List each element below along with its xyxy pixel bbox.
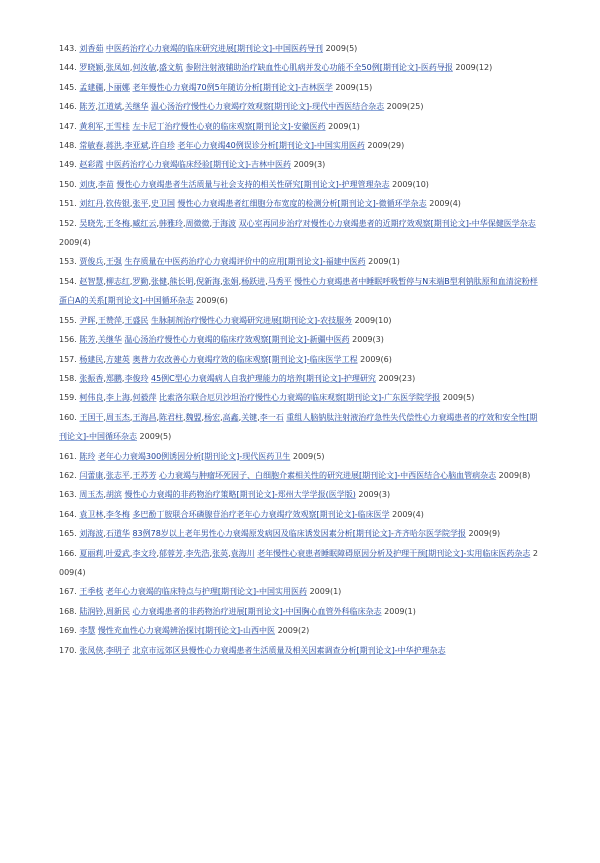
- reference-text: ,: [183, 412, 186, 422]
- reference-link[interactable]: 温心汤治疗慢性心力衰竭疗效观察[期刊论文]-现代中西医结合杂志: [151, 102, 385, 112]
- reference-link[interactable]: 韩雅玲: [159, 218, 183, 228]
- reference-text: ,: [103, 63, 106, 73]
- reference-entry: [59, 252, 539, 271]
- reference-number: 150.: [59, 179, 80, 189]
- reference-link[interactable]: 老年心力衰竭的临床特点与护理[期刊论文]-中国实用医药: [105, 587, 308, 597]
- reference-link[interactable]: 奥普力农改善心力衰竭疗效的临床观察[期刊论文]-临床医学工程: [132, 354, 358, 364]
- reference-number: 149.: [59, 160, 80, 170]
- reference-text: ,: [103, 548, 106, 558]
- reference-text: 2009(10): [389, 179, 429, 189]
- reference-link[interactable]: 魏盟: [185, 412, 202, 422]
- reference-link[interactable]: 史卫国: [151, 199, 175, 209]
- reference-text: ,: [103, 412, 106, 422]
- reference-link[interactable]: 许自珍: [151, 141, 175, 151]
- reference-link[interactable]: 张振香: [79, 373, 104, 383]
- reference-text: 2009(2): [275, 626, 310, 636]
- reference-text: ,: [156, 63, 159, 73]
- reference-text: ,: [148, 199, 151, 209]
- reference-text: ,: [183, 548, 186, 558]
- reference-entry: [59, 97, 539, 116]
- reference-link[interactable]: 赵智慧: [79, 276, 104, 286]
- reference-link[interactable]: 张凤侠: [79, 645, 104, 655]
- reference-link[interactable]: 王苏芳: [132, 470, 157, 480]
- reference-text: ,: [183, 218, 186, 228]
- reference-text: ,: [103, 606, 106, 616]
- reference-link[interactable]: 闫蕾康: [79, 470, 104, 480]
- reference-text: 2009(5): [290, 451, 325, 461]
- reference-number: 155.: [59, 315, 80, 325]
- reference-entry: [59, 350, 539, 369]
- reference-link[interactable]: 比索洛尔联合厄贝沙坦治疗慢性心力衰竭的临床观察[期刊论文]-广东医学院学报: [159, 393, 441, 403]
- reference-text: ,: [103, 490, 106, 500]
- reference-text: ,: [265, 276, 268, 286]
- reference-text: ,: [103, 199, 106, 209]
- reference-text: ,: [129, 393, 133, 403]
- reference-link[interactable]: 慢性心力衰竭的非药物治疗策略[期刊论文]-郑州大学学报(医学版): [124, 490, 356, 500]
- reference-number: 168.: [59, 606, 80, 616]
- reference-link[interactable]: 慢性充血性心力衰竭辨治探讨[期刊论文]-山西中医: [97, 626, 276, 636]
- reference-link[interactable]: 杨建民: [79, 354, 104, 364]
- reference-entry: [59, 505, 539, 524]
- reference-link[interactable]: 李俊玲: [124, 373, 149, 383]
- reference-link[interactable]: 李亚斌: [124, 141, 149, 151]
- reference-entry: [59, 117, 539, 136]
- reference-text: ,: [103, 141, 106, 151]
- reference-text: 2009(9): [465, 529, 501, 539]
- reference-text: 2009(1): [325, 121, 360, 131]
- reference-link[interactable]: 黄利军: [79, 121, 104, 131]
- reference-link[interactable]: 周微微: [185, 218, 210, 228]
- reference-text: ,: [238, 412, 242, 422]
- reference-link[interactable]: 王强: [105, 257, 122, 267]
- reference-link[interactable]: 赵彩霞: [79, 160, 104, 170]
- reference-link[interactable]: 方建英: [105, 354, 130, 364]
- reference-text: 2009(4): [426, 199, 461, 209]
- reference-link[interactable]: 老年心力衰竭300例诱因分析[期刊论文]-现代医药卫生: [97, 451, 291, 461]
- reference-link[interactable]: 关继华: [97, 335, 122, 345]
- reference-text: 2009(29): [364, 141, 405, 151]
- reference-number: 153.: [59, 257, 80, 267]
- reference-link[interactable]: 江道斌: [97, 102, 122, 112]
- reference-link[interactable]: 多巴酚丁胺联合环磷腺苷治疗老年心力衰竭疗效观察[期刊论文]-临床医学: [132, 509, 390, 519]
- reference-text: ,: [95, 315, 98, 325]
- reference-link[interactable]: 陈君柱: [159, 412, 183, 422]
- reference-link[interactable]: 老年慢性心力衰竭70例5年随访分析[期刊论文]-吉林医学: [132, 82, 333, 92]
- reference-link[interactable]: 张平: [132, 199, 149, 209]
- reference-text: ,: [257, 412, 260, 422]
- reference-entry: [59, 447, 539, 466]
- reference-entry: [59, 408, 539, 447]
- reference-text: ,: [129, 63, 133, 73]
- reference-link[interactable]: 李文玲: [132, 548, 157, 558]
- reference-text: ,: [103, 218, 106, 228]
- reference-text: ,: [129, 548, 133, 558]
- reference-text: 2009(12): [452, 63, 493, 73]
- reference-text: ,: [201, 412, 205, 422]
- reference-number: 144.: [59, 63, 80, 73]
- reference-link[interactable]: 周玉杰: [79, 490, 104, 500]
- reference-text: ,: [103, 121, 106, 131]
- reference-link[interactable]: 李明子: [105, 645, 130, 655]
- reference-link[interactable]: 吴晓先: [79, 218, 104, 228]
- reference-link[interactable]: 张健: [151, 276, 167, 286]
- reference-text: 2009(6): [357, 354, 392, 364]
- reference-text: ,: [103, 276, 106, 286]
- reference-number: 151.: [59, 199, 80, 209]
- reference-link[interactable]: 于海波: [212, 218, 237, 228]
- reference-text: ,: [209, 548, 213, 558]
- reference-number: 147.: [59, 121, 80, 131]
- reference-text: ,: [95, 179, 98, 189]
- reference-text: ,: [103, 354, 106, 364]
- reference-text: 2009(4): [59, 238, 91, 248]
- reference-text: ,: [121, 102, 125, 112]
- reference-link[interactable]: 慢性心力衰竭患者中睡眠呼吸暂停与N末端B型利钠肽原和血清淀粉样蛋白A的关系[期刊论文]-中国循环杂志: [59, 276, 538, 306]
- reference-entry: [59, 214, 539, 253]
- reference-text: ,: [129, 276, 133, 286]
- reference-link[interactable]: 王季枝: [79, 587, 104, 597]
- reference-link[interactable]: 刘香茹: [79, 44, 104, 53]
- reference-link[interactable]: 关继华: [124, 102, 149, 112]
- reference-number: 161.: [59, 451, 80, 461]
- reference-list: [59, 39, 539, 660]
- reference-link[interactable]: 慢性心力衰竭患者红细胞分布宽度的检测分析[期刊论文]-微循环学杂志: [177, 199, 427, 209]
- reference-text: ,: [129, 412, 133, 422]
- reference-entry: [59, 544, 539, 583]
- reference-number: 156.: [59, 335, 80, 345]
- reference-link[interactable]: 张娟: [222, 276, 239, 286]
- reference-link[interactable]: 夏丽莉: [79, 548, 104, 558]
- reference-number: 159.: [59, 393, 80, 403]
- reference-text: 2009(3): [349, 335, 384, 345]
- reference-entry: [59, 194, 539, 213]
- reference-number: 160.: [59, 412, 80, 422]
- reference-link[interactable]: 钦传银: [105, 199, 130, 209]
- reference-entry: [59, 369, 539, 388]
- reference-link[interactable]: 贾俊兵: [79, 257, 104, 267]
- reference-link[interactable]: 杨跃进: [241, 276, 266, 286]
- reference-link[interactable]: 王雪桂: [105, 121, 130, 131]
- reference-text: 2009(5): [440, 393, 475, 403]
- reference-entry: [59, 155, 539, 174]
- reference-link[interactable]: 45例C型心力衰竭病人自我护理能力的培养[期刊论文]-护理研究: [151, 373, 376, 383]
- reference-link[interactable]: 陈玲: [79, 451, 96, 461]
- reference-text: ,: [167, 276, 170, 286]
- reference-link[interactable]: 陆润钤: [79, 606, 104, 616]
- reference-link[interactable]: 刘海波: [79, 529, 104, 539]
- reference-entry: [59, 466, 539, 485]
- reference-number: 162.: [59, 470, 80, 480]
- reference-link[interactable]: 陈芳: [79, 102, 96, 112]
- reference-text: 2009(8): [496, 470, 531, 480]
- reference-number: 152.: [59, 218, 80, 228]
- reference-text: 2009(25): [384, 102, 424, 112]
- reference-link[interactable]: 王盛民: [124, 315, 149, 325]
- reference-text: 2009(3): [291, 160, 326, 170]
- reference-text: ,: [156, 548, 159, 558]
- reference-link[interactable]: 柯伟良: [79, 393, 104, 403]
- reference-entry: [59, 602, 539, 621]
- reference-text: ,: [238, 276, 242, 286]
- reference-text: 2009(5): [137, 432, 172, 442]
- reference-text: ,: [148, 141, 151, 151]
- reference-entry: [59, 485, 539, 504]
- reference-text: ,: [193, 276, 197, 286]
- reference-text: 2009(1): [307, 587, 342, 597]
- reference-text: ,: [209, 218, 213, 228]
- reference-link[interactable]: 周玉杰: [105, 412, 130, 422]
- reference-text: ,: [103, 373, 106, 383]
- reference-link[interactable]: 左卡尼丁治疗慢性心衰的临床观察[期刊论文]-安徽医药: [132, 121, 326, 131]
- reference-text: ,: [103, 529, 106, 539]
- reference-link[interactable]: 生存质量在中医药治疗心力衰竭评价中的应用[期刊论文]-福建中医药: [124, 257, 366, 267]
- reference-link[interactable]: 重组人脑钠肽注射液治疗急性失代偿性心力衰竭患者的疗效和安全性[期刊论文]-中国循环杂志: [59, 412, 538, 442]
- reference-entry: [59, 388, 539, 407]
- reference-link[interactable]: 慢性心力衰竭患者生活质量与社会支持的相关性研究[期刊论文]-护理管理杂志: [116, 179, 390, 189]
- reference-text: ,: [95, 102, 98, 112]
- reference-text: ,: [121, 373, 125, 383]
- reference-link[interactable]: 中医药治疗心力衰竭临床经验[期刊论文]-吉林中医药: [105, 160, 292, 170]
- reference-link[interactable]: 李冬梅: [105, 509, 130, 519]
- reference-text: ,: [148, 276, 151, 286]
- reference-link[interactable]: 刘庚: [79, 179, 96, 189]
- reference-text: ,: [103, 470, 106, 480]
- reference-link[interactable]: 柳志红: [105, 276, 130, 286]
- reference-entry: [59, 175, 539, 194]
- reference-link[interactable]: 胡滨: [105, 490, 122, 500]
- reference-text: 2009(15): [332, 82, 373, 92]
- reference-link[interactable]: 石道华: [105, 529, 130, 539]
- reference-link[interactable]: 卜丽娜: [105, 82, 130, 92]
- reference-link[interactable]: 参附注射液辅助治疗缺血性心肌病并发心功能不全50例[期刊论文]-医药导报: [185, 63, 453, 73]
- reference-text: ,: [156, 218, 159, 228]
- reference-link[interactable]: 张志平: [105, 470, 130, 480]
- reference-number: 167.: [59, 587, 80, 597]
- reference-text: ,: [103, 257, 106, 267]
- reference-link[interactable]: 何毅萍: [132, 393, 157, 403]
- reference-text: 2009(3): [355, 490, 391, 500]
- reference-number: 145.: [59, 82, 80, 92]
- reference-link[interactable]: 温心汤治疗慢性心力衰竭的临床疗效观察[期刊论文]-新疆中医药: [124, 335, 350, 345]
- reference-text: 2009(1): [381, 606, 416, 616]
- reference-number: 166.: [59, 548, 80, 558]
- reference-entry: [59, 136, 539, 155]
- reference-text: ,: [129, 199, 133, 209]
- reference-entry: [59, 39, 539, 58]
- reference-text: 2009(23): [375, 373, 416, 383]
- reference-link[interactable]: 刘红丹: [79, 199, 104, 209]
- reference-text: ,: [121, 315, 125, 325]
- reference-number: 154.: [59, 276, 80, 286]
- reference-link[interactable]: 周新民: [105, 606, 130, 616]
- reference-link[interactable]: 倪新海: [196, 276, 221, 286]
- reference-text: ,: [103, 509, 106, 519]
- reference-link[interactable]: 孟建疆: [79, 82, 104, 92]
- reference-entry: [59, 330, 539, 349]
- reference-text: ,: [220, 276, 223, 286]
- reference-text: ,: [156, 412, 159, 422]
- reference-link[interactable]: 袁海川: [230, 548, 255, 558]
- reference-entry: [59, 582, 539, 601]
- reference-number: 158.: [59, 373, 80, 383]
- reference-link[interactable]: 郁蓉芳: [159, 548, 183, 558]
- reference-number: 143.: [59, 44, 80, 53]
- reference-number: 148.: [59, 141, 80, 151]
- reference-text: ,: [129, 470, 133, 480]
- reference-number: 164.: [59, 509, 80, 519]
- reference-link[interactable]: 生脉制剂治疗慢性心力衰竭研究进展[期刊论文]-农技服务: [151, 315, 353, 325]
- reference-link[interactable]: 臧红云: [132, 218, 157, 228]
- reference-link[interactable]: 王海昌: [132, 412, 157, 422]
- reference-link[interactable]: 蒋洪: [105, 141, 122, 151]
- reference-text: 2009(1): [365, 257, 400, 267]
- reference-link[interactable]: 叶爱武: [105, 548, 130, 558]
- reference-link[interactable]: 双心室再同步治疗对慢性心力衰竭患者的近期疗效观察[期刊论文]-中华保健医学杂志: [238, 218, 536, 228]
- reference-link[interactable]: 关键: [241, 412, 258, 422]
- reference-link[interactable]: 盛文航: [159, 63, 183, 73]
- reference-link[interactable]: 老年慢性心衰患者睡眠障碍原因分析及护理干预[期刊论文]-实用临床医药杂志: [257, 548, 531, 558]
- reference-entry: [59, 524, 539, 543]
- reference-entry: [59, 621, 539, 640]
- reference-text: 2009(5): [323, 44, 358, 53]
- reference-link[interactable]: 王赞萍: [97, 315, 122, 325]
- reference-link[interactable]: 心力衰竭患者的非药物治疗进展[期刊论文]-中国胸心血管外科临床杂志: [132, 606, 382, 616]
- reference-link[interactable]: 罗勤: [132, 276, 149, 286]
- reference-text: ,: [121, 141, 125, 151]
- reference-text: ,: [220, 412, 223, 422]
- reference-number: 163.: [59, 490, 80, 500]
- reference-text: ,: [103, 645, 106, 655]
- reference-text: 2009(6): [193, 296, 228, 306]
- reference-link[interactable]: 李慧: [79, 626, 96, 636]
- reference-link[interactable]: 张英: [212, 548, 229, 558]
- reference-number: 146.: [59, 102, 80, 112]
- reference-link[interactable]: 心力衰竭与肿瘤坏死因子、白细胞介素相关性的研究进展[期刊论文]-中西医结合心脑血管病杂志: [159, 470, 497, 480]
- reference-link[interactable]: 罗晓颖: [79, 63, 104, 73]
- reference-link[interactable]: 高鑫: [222, 412, 239, 422]
- reference-entry: [59, 272, 539, 311]
- reference-text: ,: [103, 82, 106, 92]
- reference-link[interactable]: 郑鹏: [105, 373, 122, 383]
- reference-number: 169.: [59, 626, 80, 636]
- reference-entry: [59, 641, 539, 660]
- reference-text: 2009(4): [389, 509, 424, 519]
- reference-number: 157.: [59, 354, 80, 364]
- reference-link[interactable]: 袁卫林: [79, 509, 104, 519]
- reference-text: ,: [95, 335, 98, 345]
- reference-link[interactable]: 常敏春: [79, 141, 104, 151]
- reference-link[interactable]: 杨宏: [204, 412, 221, 422]
- reference-link[interactable]: 王冬梅: [105, 218, 130, 228]
- reference-link[interactable]: 李先浩: [185, 548, 210, 558]
- reference-entry: [59, 311, 539, 330]
- reference-link[interactable]: 83例78岁以上老年男性心力衰竭原发病因及临床诱发因素分析[期刊论文]-齐齐哈尔医学院学报: [132, 529, 466, 539]
- reference-text: 2009(10): [352, 315, 392, 325]
- reference-link[interactable]: 何汝敏: [132, 63, 157, 73]
- reference-text: 2009(4): [59, 548, 538, 577]
- reference-link[interactable]: 熊长明: [169, 276, 194, 286]
- reference-link[interactable]: 尹晖: [79, 315, 96, 325]
- reference-link[interactable]: 北京市远郊区县慢性心力衰竭患者生活质量及相关因素调查分析[期刊论文]-中华护理杂志: [132, 645, 446, 655]
- reference-link[interactable]: 李苗: [97, 179, 114, 189]
- reference-text: ,: [129, 218, 133, 228]
- reference-link[interactable]: 李上海: [105, 393, 130, 403]
- reference-link[interactable]: 老年心力衰竭40例误诊分析[期刊论文]-中国实用医药: [177, 141, 365, 151]
- reference-link[interactable]: 陈芳: [79, 335, 96, 345]
- reference-entry: [59, 78, 539, 97]
- reference-number: 170.: [59, 645, 80, 655]
- reference-entry: [59, 58, 539, 77]
- reference-text: ,: [228, 548, 231, 558]
- reference-link[interactable]: 王国干: [79, 412, 104, 422]
- reference-link[interactable]: 马秀平: [267, 276, 292, 286]
- reference-link[interactable]: 李一石: [259, 412, 284, 422]
- reference-link[interactable]: 张凤如: [105, 63, 130, 73]
- reference-number: 165.: [59, 529, 80, 539]
- reference-link[interactable]: 中医药治疗心力衰竭的临床研究进展[期刊论文]-中国医药导刊: [105, 44, 324, 53]
- reference-text: ,: [103, 393, 106, 403]
